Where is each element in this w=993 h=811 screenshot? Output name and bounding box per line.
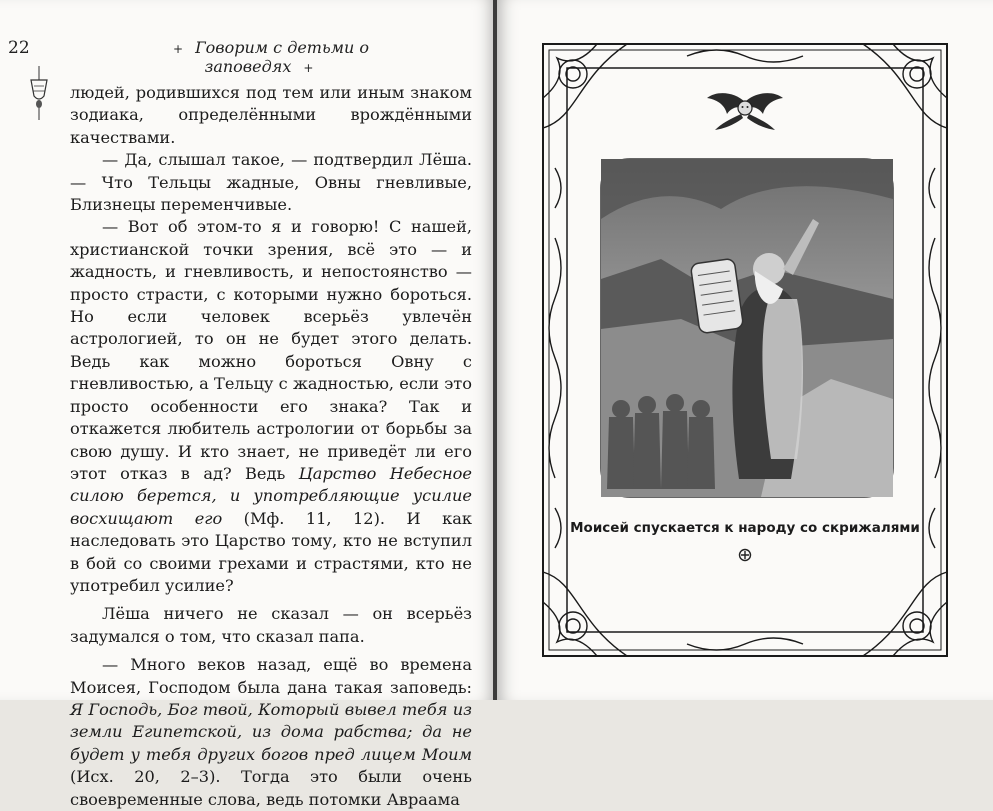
text-run: Лёша ничего не сказал — он всерьёз задумался о том, что сказал папа. (70, 604, 472, 646)
italic-quote: Я Господь, Бог твой, Который вывел тебя из земли Египетской, из дома рабства; да не будет у тебя других богов пред лицем Моим (70, 699, 472, 764)
body-paragraph (70, 149, 472, 216)
page-number: 22 (8, 38, 30, 58)
body-text (70, 82, 472, 811)
text-run: (Исх. 20, 2–3). Тогда это были очень своевременные слова, ведь потомки Авраама (70, 767, 472, 809)
body-paragraph (70, 603, 472, 648)
illustration-caption: Моисей спускается к народу со скрижалями (570, 520, 920, 536)
text-run: (Мф. 11, 12). И как наследовать это Царство тому, кто не вступил в бой со своими грехами и страстями, кто не употребил усилие? (70, 508, 472, 595)
text-run: — Да, слышал такое, — подтвердил Лёша. — Что Тельцы жадные, Овны гневливые, Близнецы переменчивые. (70, 150, 472, 215)
italic-quote: Царство Небесное силою берется, и употребляющие усилие восхищают его (70, 463, 472, 528)
left-page (0, 0, 495, 809)
circled-cross-icon (738, 548, 752, 562)
text-run: людей, родившихся под тем или иным знаком зодиака, определёнными врождёнными качествами. (70, 83, 472, 147)
body-paragraph (70, 216, 472, 597)
running-head-title: Говорим с детьми о заповедях (195, 38, 369, 76)
moses-illustration (600, 158, 894, 498)
body-paragraph (70, 82, 472, 149)
winged-cherub-icon (705, 88, 785, 136)
hanging-lamp-icon (28, 66, 50, 122)
running-head-ornament-right: + (303, 61, 314, 75)
right-page (497, 0, 993, 700)
running-head-ornament-left: + (173, 42, 184, 56)
running-head (100, 38, 430, 76)
text-run: — Вот об этом-то я и говорю! С нашей, христианской точки зрения, всё это — и жадность, и гневливость, и непостоянство — просто страсти, с которыми нужно бороться. Но если человек всерьёз увлечён астрологией, то он не будет этого делать. Ведь как можно бороться Овну с гневливостью, а Тельцу с жадностью, если это просто особенности его знака? Так и откажется любитель астрологии от борьбы за свою душу. И кто знает, не приведёт ли его этот отказ в ад? Ведь (70, 217, 472, 483)
body-paragraph (70, 654, 472, 811)
text-run: — Много веков назад, ещё во времена Моисея, Господом была дана такая заповедь: (70, 655, 472, 697)
